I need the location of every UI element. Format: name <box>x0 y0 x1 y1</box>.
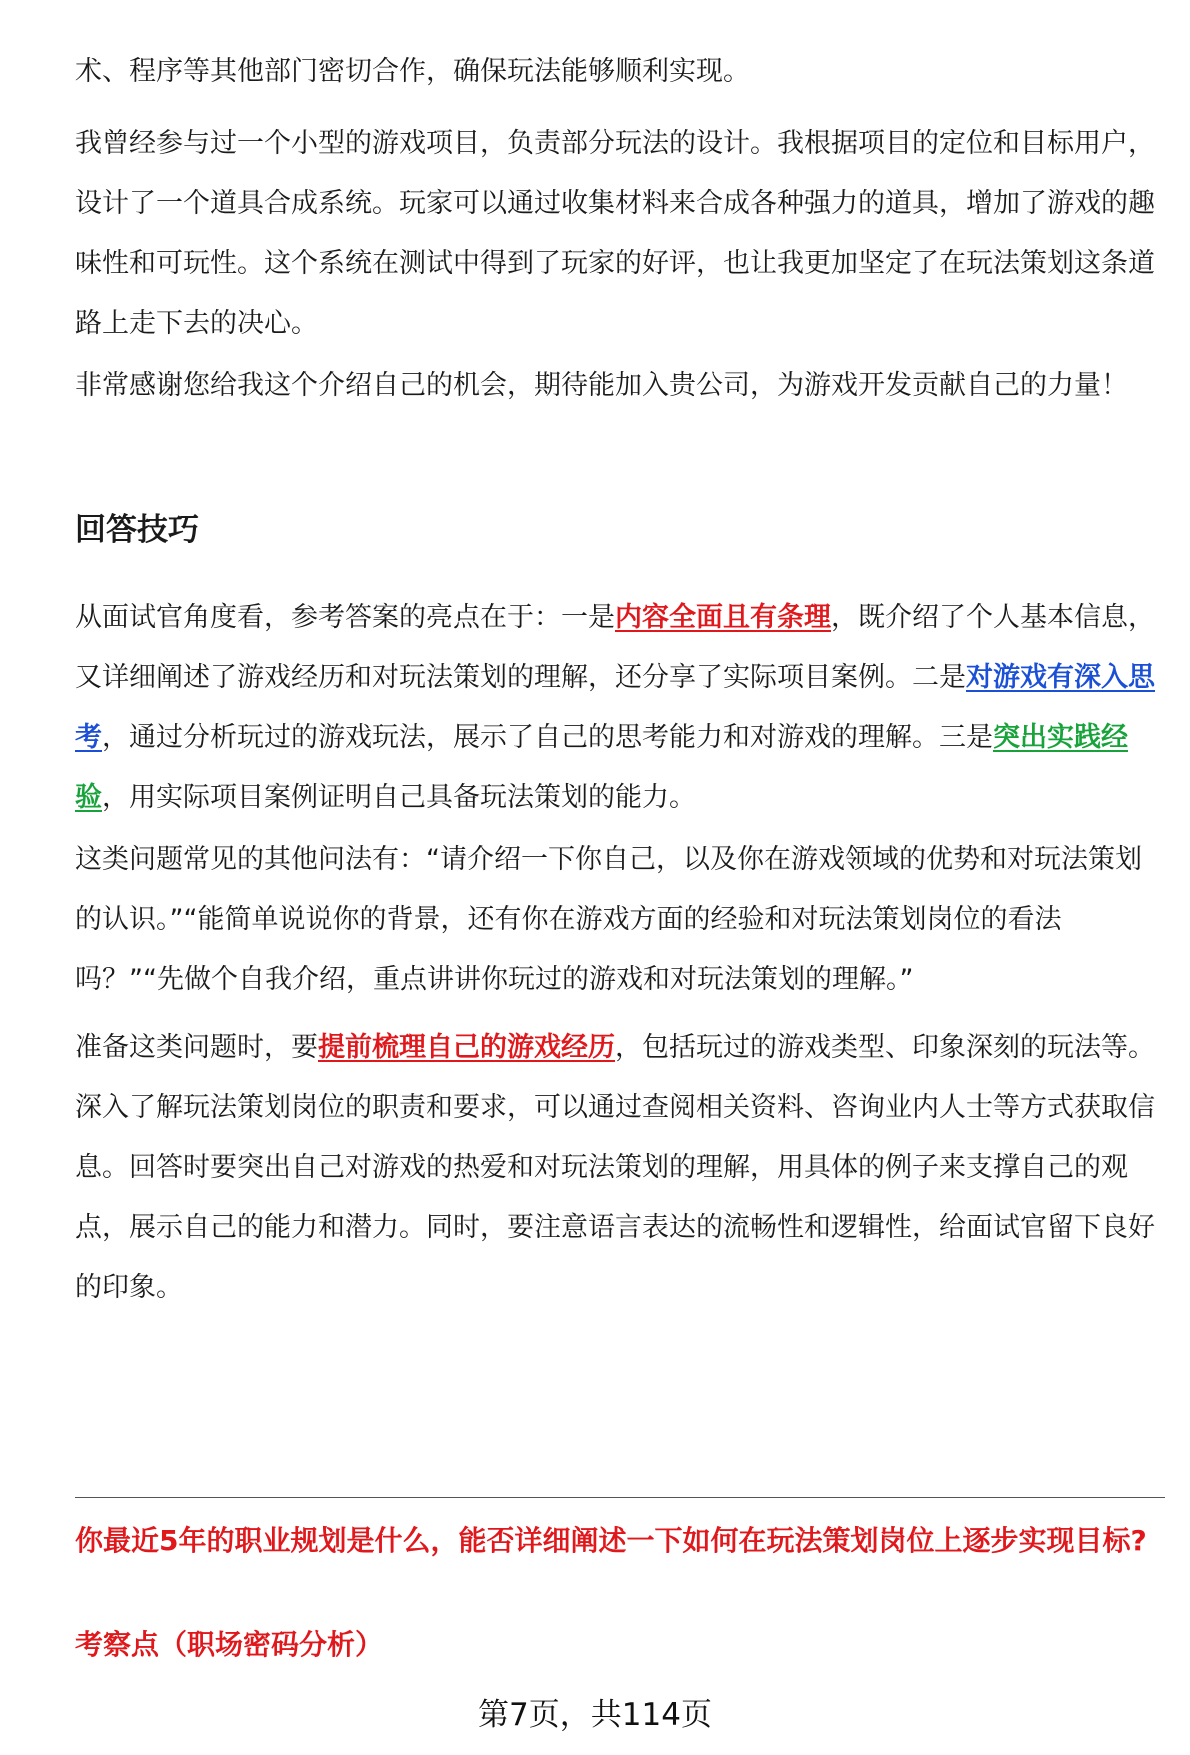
next-question-subhead: 考察点（职场密码分析） <box>75 1628 384 1661</box>
tip-text: ，用实际项目案例证明自己具备玩法策划的能力。 <box>102 782 696 813</box>
next-question-title: 你最近5年的职业规划是什么，能否详细阐述一下如何在玩法策划岗位上逐步实现目标? <box>75 1524 1147 1557</box>
highlight-practice: 突出实践经验 <box>75 722 1128 813</box>
highlight-review-experience: 提前梳理自己的游戏经历 <box>318 1032 615 1063</box>
tip-text: 准备这类问题时，要 <box>75 1032 318 1063</box>
tip-text: 从面试官角度看，参考答案的亮点在于：一是 <box>75 602 615 633</box>
paragraph-tip-preparation <box>75 1018 1165 1318</box>
paragraph-tip-alternatives: 这类问题常见的其他问法有：“请介绍一下你自己，以及你在游戏领域的优势和对玩法策划的认识。”“能简单说说你的背景，还有你在游戏方面的经验和对玩法策划岗位的看法吗？”“先做个自我介绍，重点讲讲你玩过的游戏和对玩法策划的理解。” <box>75 844 1142 995</box>
tip-text: ，包括玩过的游戏类型、印象深刻的玩法等。深入了解玩法策划岗位的职责和要求，可以通过查阅相关资料、咨询业内人士等方式获取信息。回答时要突出自己对游戏的热爱和对玩法策划的理解，用具体的例子来支撑自己的观点，展示自己的能力和潜力。同时，要注意语言表达的流畅性和逻辑性，给面试官留下良好的印象。 <box>75 1032 1155 1303</box>
tip-text: ，既介绍了个人基本信息，又详细阐述了游戏经历和对玩法策划的理解，还分享了实际项目案例。二是 <box>75 602 1155 693</box>
highlight-comprehensive: 内容全面且有条理 <box>615 602 831 633</box>
page-number: 第7页，共114页 <box>478 1697 712 1733</box>
paragraph-project-experience: 我曾经参与过一个小型的游戏项目，负责部分玩法的设计。我根据项目的定位和目标用户，设计了一个道具合成系统。玩家可以通过收集材料来合成各种强力的道具，增加了游戏的趣味性和可玩性。这个系统在测试中得到了玩家的好评，也让我更加坚定了在玩法策划这条道路上走下去的决心。 <box>75 128 1155 339</box>
highlight-deep-thinking: 对游戏有深入思考 <box>75 662 1155 753</box>
paragraph-tip-highlights <box>75 588 1165 828</box>
section-heading-answer-tips: 回答技巧 <box>75 512 199 548</box>
section-divider <box>75 1497 1165 1498</box>
tip-text: ，通过分析玩过的游戏玩法，展示了自己的思考能力和对游戏的理解。三是 <box>102 722 993 753</box>
paragraph-intro-end: 术、程序等其他部门密切合作，确保玩法能够顺利实现。 <box>75 56 750 87</box>
paragraph-closing-thanks: 非常感谢您给我这个介绍自己的机会，期待能加入贵公司，为游戏开发贡献自己的力量！ <box>75 370 1128 401</box>
